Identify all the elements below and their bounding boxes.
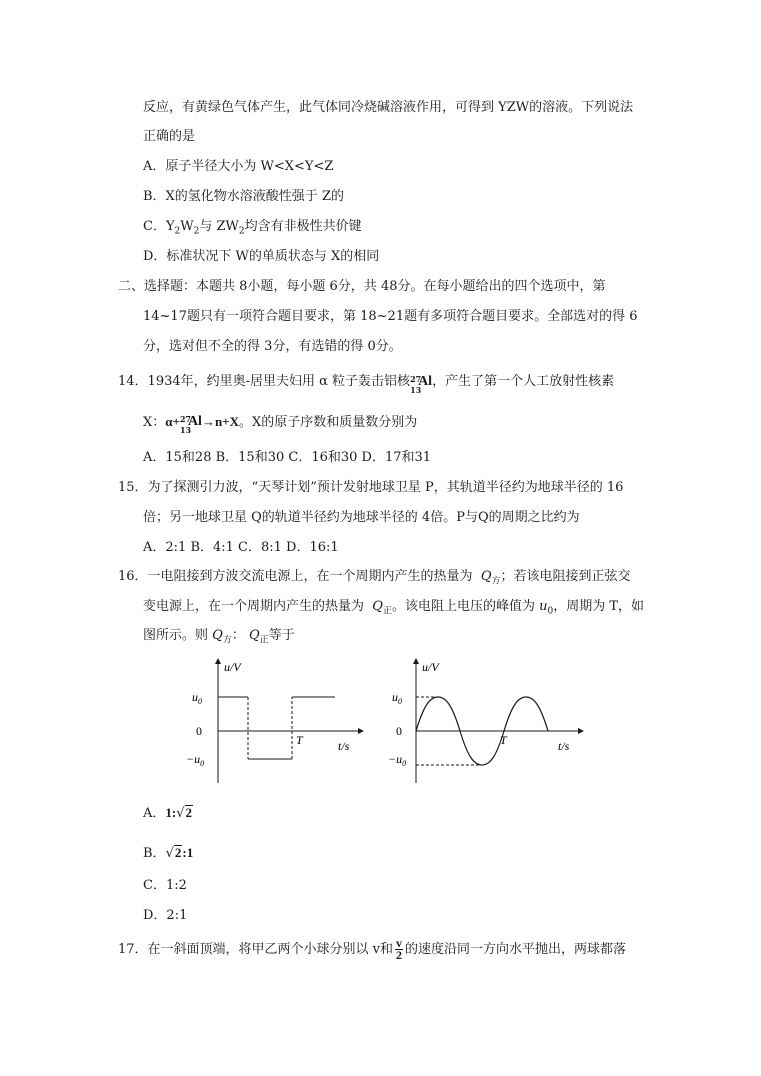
section2-line1: 二、选择题：本题共 8小题，每小题 6分，共 48分。在每小题给出的四个选项中，第 (118, 279, 606, 294)
q15-options: A．2:1 B．4:1 C．8:1 D．16:1 (143, 540, 339, 555)
v-over-2-fraction: $\frac{v}{2}$ (396, 936, 403, 962)
aluminum-nuclide-eq: 27 13 Al (179, 414, 202, 435)
x-axis-label: t/s (338, 739, 350, 753)
q15-line1: 15．为了探测引力波，“天琴计划”预计发射地球卫星 P，其轨道半径约为地球半径的 16 (118, 480, 624, 495)
q13-line1: 反应，有黄绿色气体产生，此气体同冷烧碱溶液作用，可得到 YZW的溶液。下列说法 (143, 100, 634, 115)
q13-option-a: A．原子半径大小为 W<X<Y<Z (143, 159, 334, 174)
neg-u0-label: $-u_0$ (388, 752, 407, 768)
x-axis-label: t/s (558, 739, 570, 753)
q13-option-d: D．标准状况下 W的单质状态与 X的相同 (143, 249, 380, 264)
q15-line2: 倍；另一地球卫星 Q的轨道半径约为地球半径的 4倍。P与Q的周期之比约为 (143, 510, 580, 525)
zero-label: 0 (396, 724, 402, 738)
square-wave-graph (180, 655, 370, 785)
q16-option-d: D．2:1 (143, 908, 188, 923)
section2-line2: 14~17题只有一项符合题目要求，第 18~21题有多项符合题目要求。全部选对的得 6 (143, 309, 638, 324)
u0-label: $u_0$ (192, 690, 202, 706)
zero-label: 0 (196, 724, 202, 738)
y-axis-label: u/V (224, 660, 241, 674)
q16-line1: 16．一电阻接到方波交流电源上，在一个周期内产生的热量为 $Q_方$；若该电阻接到正弦交 (118, 569, 631, 587)
q14-line1: 14．1934年，约里奥-居里夫妇用 α 粒子轰击铝核 27 13 Al ，产生了第一个人工放射性核素 (118, 374, 615, 395)
period-label: T (296, 733, 303, 747)
q16-option-b: B．√2:1 (143, 845, 194, 861)
q16-option-a: A．1:√2 (143, 805, 193, 821)
q16-line2: 变电源上，在一个周期内产生的热量为 $Q_正$。该电阻上电压的峰值为 $u_0$，周期为 T，如 (143, 599, 645, 617)
sine-wave-graph (390, 655, 590, 785)
q16-option-c: C．1:2 (143, 878, 187, 893)
q13-option-c: C．$Y_2W_2$与 $ZW_2$均含有非极性共价键 (143, 219, 362, 237)
q14-equation: X：α+ 27 13 Al →n+X。X的原子序数和质量数分别为 (143, 414, 418, 435)
q14-options: A．15和28 B．15和30 C．16和30 D．17和31 (143, 450, 432, 465)
section2-line3: 分，选对但不全的得 3分，有选错的得 0分。 (143, 339, 402, 354)
aluminum-nuclide: 27 13 Al (410, 374, 433, 395)
q13-option-b: B．X的氢化物水溶液酸性强于 Z的 (143, 189, 344, 204)
y-axis-label: u/V (422, 660, 439, 674)
period-label: T (500, 733, 507, 747)
q16-line3: 图所示。则 $Q_方$： $Q_正$等于 (143, 628, 295, 646)
q13-line2: 正确的是 (143, 129, 196, 144)
neg-u0-label: $-u_0$ (186, 752, 205, 768)
q17-line1: 17．在一斜面顶端，将甲乙两个小球分别以 v和 $\frac{v}{2}$ 的速度沿同一方向水平抛出，两球都落 (118, 936, 627, 962)
u0-label: $u_0$ (392, 690, 402, 706)
